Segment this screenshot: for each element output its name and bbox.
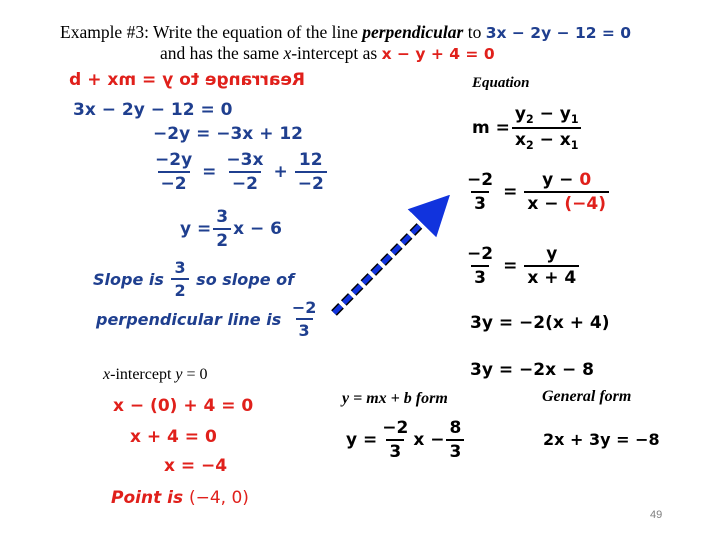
cross-multiply: 3y = −2(x + 4) bbox=[470, 313, 610, 333]
general-form-label: General form bbox=[542, 388, 632, 405]
title-line-2 bbox=[160, 43, 495, 64]
intercept-step-3: x = −4 bbox=[164, 456, 228, 476]
slope-line-2 bbox=[96, 298, 321, 340]
title-equation-1: 3x − 2y − 12 = 0 bbox=[485, 24, 632, 42]
slope-intercept-eq: y = $\frac{-2}{3}$ x − $\frac{8}{3}$ bbox=[346, 418, 466, 462]
perp-slope-frac: $\frac{-2}{3}$ bbox=[291, 298, 317, 340]
perp-label: perpendicular line is bbox=[96, 309, 287, 329]
slope-label-b: so slope of bbox=[190, 269, 295, 289]
pss-frac-right: $\frac{y}{x + 4}$ bbox=[524, 244, 579, 288]
step-3-plus: + bbox=[273, 162, 288, 182]
general-form-eq: 2x + 3y = −8 bbox=[543, 430, 660, 449]
step-3-frac-1: $\frac{-2y}{-2}$ bbox=[155, 150, 193, 194]
intercept-label: x-intercept y = 0 bbox=[103, 366, 208, 383]
point-slope-sub: $\frac{-2}{3}$ = $\frac{y - 0}{x - (-4)}$ bbox=[462, 170, 611, 214]
equation-label: Equation bbox=[472, 75, 530, 91]
step-4-frac: $\frac{3}{2}$ bbox=[213, 207, 231, 251]
title-equation-2: x − y + 4 = 0 bbox=[381, 45, 495, 63]
title-text-2: and has the same bbox=[160, 43, 284, 63]
slope-label: Slope is bbox=[93, 269, 170, 289]
title-line-1 bbox=[60, 22, 631, 43]
step-4-rest: x − 6 bbox=[233, 219, 282, 239]
arrow-icon bbox=[330, 195, 450, 320]
page-number: 49 bbox=[650, 509, 663, 521]
step-3-frac-3: $\frac{12}{-2}$ bbox=[295, 150, 327, 194]
title-emphasis: perpendicular bbox=[362, 22, 464, 42]
ps-frac-right: $\frac{y - 0}{x - (-4)}$ bbox=[524, 170, 609, 214]
step-1: 3x − 2y − 12 = 0 bbox=[73, 100, 233, 120]
point-slope-simplified: $\frac{-2}{3}$ = $\frac{y}{x + 4}$ bbox=[462, 244, 581, 288]
step-4-lhs: y = bbox=[180, 219, 212, 239]
title-text-to: to bbox=[463, 22, 486, 42]
step-3 bbox=[150, 150, 329, 194]
pss-frac-left: $\frac{-2}{3}$ bbox=[467, 244, 494, 288]
step-4 bbox=[180, 207, 282, 251]
slope-frac: $\frac{3}{2}$ bbox=[171, 258, 188, 300]
step-3-frac-2: $\frac{-3x}{-2}$ bbox=[226, 150, 264, 194]
distribute: 3y = −2x − 8 bbox=[470, 360, 594, 380]
intercept-step-2: x + 4 = 0 bbox=[130, 427, 217, 447]
point-label: Point is bbox=[111, 488, 189, 508]
title-x: x bbox=[283, 43, 292, 63]
slope-formula bbox=[472, 104, 584, 152]
slope-formula-lhs: m = bbox=[472, 118, 510, 138]
mirrored-heading: Rearrange to y = mx + b bbox=[69, 70, 305, 90]
title-text: Example #3: Write the equation of the line bbox=[60, 22, 363, 42]
title-text-2b: -intercept as bbox=[291, 43, 382, 63]
step-2: −2y = −3x + 12 bbox=[153, 124, 304, 144]
point-line bbox=[111, 488, 249, 508]
intercept-step-1: x − (0) + 4 = 0 bbox=[113, 396, 254, 416]
point-value: (−4, 0) bbox=[188, 488, 249, 508]
step-3-equals: = bbox=[202, 162, 217, 182]
slope-intercept-label: y = mx + b form bbox=[342, 390, 448, 407]
slope-formula-frac: $\frac{y_2 - y_1}{x_2 - x_1}$ bbox=[512, 104, 582, 152]
ps-frac-left: $\frac{-2}{3}$ bbox=[467, 170, 494, 214]
slope-line-1 bbox=[93, 258, 294, 300]
